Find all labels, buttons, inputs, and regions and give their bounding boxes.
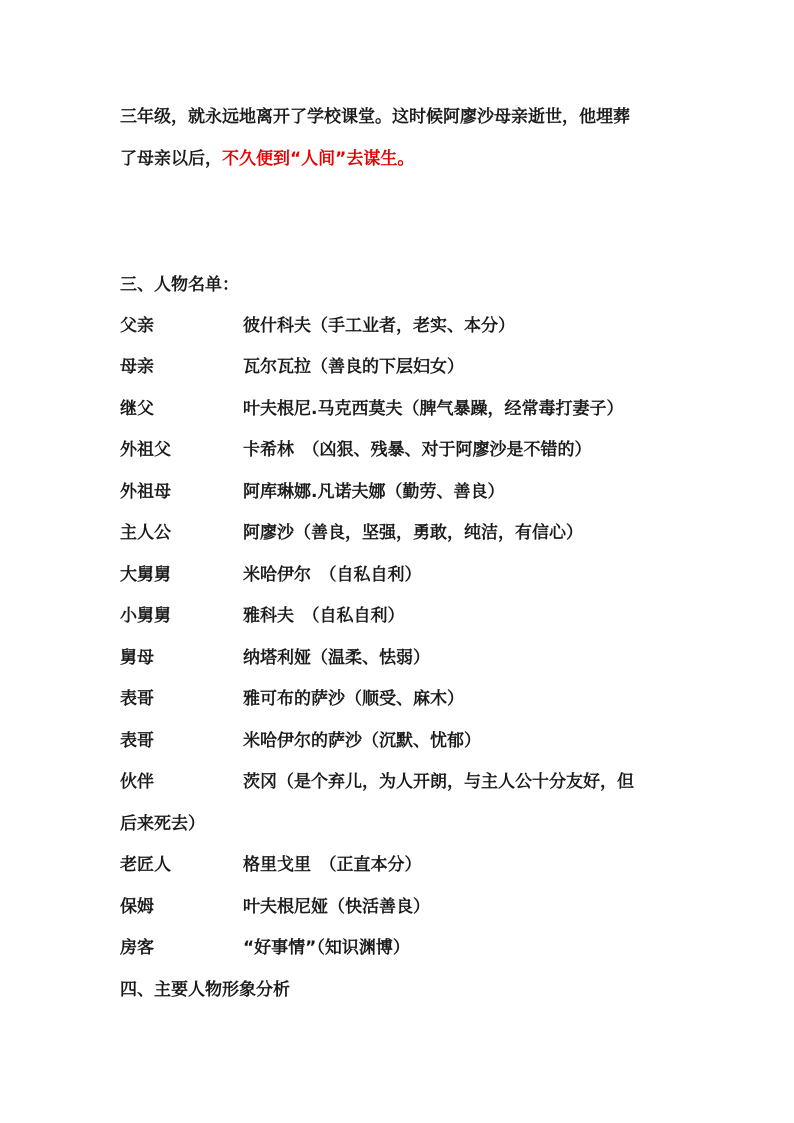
character-desc-continuation: 后来死去） [120,814,205,834]
character-role: 外祖父 [120,440,171,460]
character-role: 小舅舅 [120,606,171,626]
intro-line-2-highlight: 不久便到“人间”去谋生。 [222,149,415,169]
section4-title: 四、主要人物形象分析 [120,980,290,1000]
character-desc: 雅科夫 （自私自利） [243,606,405,626]
character-desc: 米哈伊尔 （自私自利） [243,565,422,585]
section3-title: 三、人物名单： [120,275,239,295]
character-desc: 格里戈里 （正直本分） [243,855,422,875]
intro-line-1: 三年级，就永远地离开了学校课堂。这时候阿廖沙母亲逝世，他埋葬 [120,107,630,127]
character-desc: 彼什科夫（手工业者，老实、本分） [243,316,515,336]
character-desc: 米哈伊尔的萨沙（沉默、忧郁） [243,731,481,751]
character-role: 房客 [120,938,154,958]
character-desc: 叶夫根尼娅（快活善良） [243,897,430,917]
character-desc: 阿库琳娜.凡诺夫娜（勤劳、善良） [243,482,505,502]
intro-line-2-normal: 了母亲以后， [120,149,222,169]
character-desc: 卡希林 （凶狠、残暴、对于阿廖沙是不错的） [243,440,592,460]
character-role: 父亲 [120,316,154,336]
character-role: 主人公 [120,523,171,543]
character-role: 舅母 [120,648,154,668]
character-desc: “好事情”（知识渊博） [243,938,410,958]
character-role: 伙伴 [120,772,154,792]
character-desc: 茨冈（是个弃儿，为人开朗，与主人公十分友好，但 [243,772,634,792]
character-role: 表哥 [120,689,154,709]
character-role: 保姆 [120,897,154,917]
character-desc: 雅可布的萨沙（顺受、麻木） [243,689,464,709]
character-role: 外祖母 [120,482,171,502]
character-role: 母亲 [120,357,154,377]
intro-line-2 [120,148,414,170]
character-role: 大舅舅 [120,565,171,585]
character-desc: 瓦尔瓦拉（善良的下层妇女） [243,357,464,377]
character-desc: 叶夫根尼.马克西莫夫（脾气暴躁，经常毒打妻子） [243,399,624,419]
character-role: 老匠人 [120,855,171,875]
character-desc: 纳塔利娅（温柔、怯弱） [243,648,430,668]
character-role: 表哥 [120,731,154,751]
character-desc: 阿廖沙（善良，坚强，勇敢，纯洁，有信心） [243,523,583,543]
character-role: 继父 [120,399,154,419]
